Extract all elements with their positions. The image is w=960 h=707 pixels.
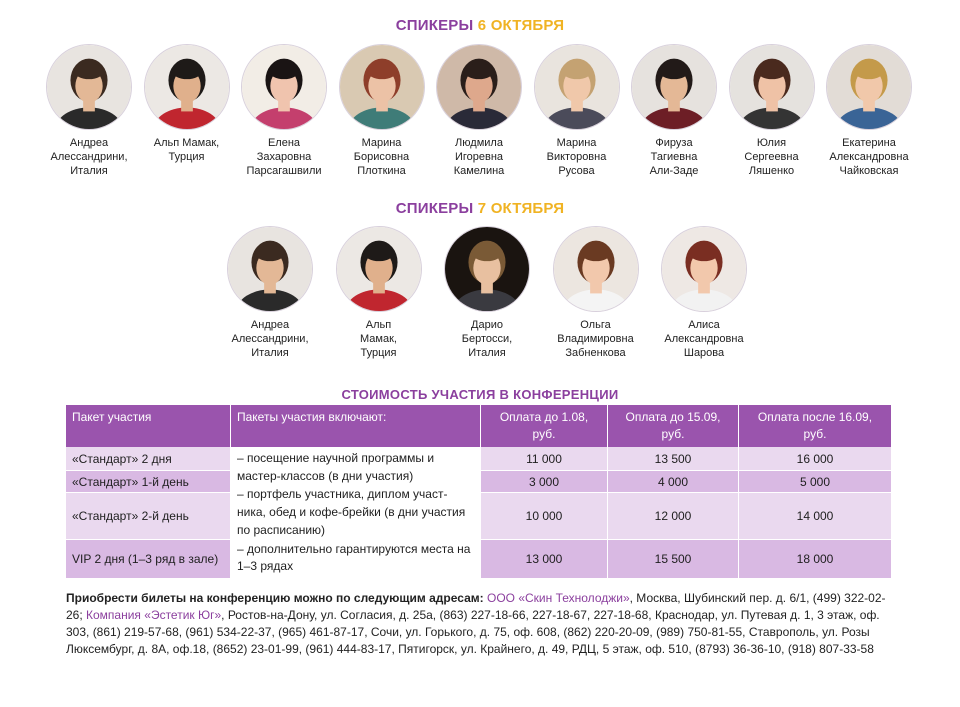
speaker-name: Марина Борисовна Плоткина	[353, 137, 410, 177]
package-name: «Стандарт» 2 дня	[66, 447, 231, 471]
price-cell: 4 000	[608, 471, 739, 493]
package-includes: – посещение научной программы и мастер-классов (в дни участия) – портфель участника, диплом участ-ника, обед и кофе-брейки (в дни участия по расписанию)	[231, 447, 481, 540]
package-name: «Стандарт» 1-й день	[66, 471, 231, 493]
package-includes-vip: – дополнительно гарантируются места на 1–3 рядах	[231, 540, 481, 579]
speaker-photo	[227, 226, 313, 312]
speaker-card	[649, 226, 759, 360]
speaker-card	[522, 44, 632, 178]
price-cell: 13 000	[481, 540, 608, 579]
addresses-lead: Приобрести билеты на конференцию можно по следующим адресам:	[66, 591, 484, 605]
speaker-name: Людмила Игоревна Камелина	[453, 137, 505, 177]
pricing-table	[66, 405, 892, 579]
speaker-photo	[553, 226, 639, 312]
title-part-a: СПИКЕРЫ	[395, 17, 474, 34]
ticket-addresses	[66, 590, 896, 658]
speaker-card	[327, 44, 437, 178]
speaker-name: Альп Мамак, Турция	[360, 319, 397, 359]
header-price-2: Оплата до 15.09, руб.	[608, 405, 739, 447]
speaker-card	[34, 44, 144, 178]
speaker-card	[717, 44, 827, 178]
speaker-photo	[534, 44, 620, 130]
speaker-photo	[241, 44, 327, 130]
speaker-name: Андреа Алессандрини, Италия	[50, 137, 128, 177]
speaker-card	[324, 226, 434, 360]
price-cell: 13 500	[608, 447, 739, 471]
speaker-photo	[336, 226, 422, 312]
price-cell: 18 000	[739, 540, 892, 579]
speaker-name: Марина Викторовна Русова	[546, 137, 607, 177]
speaker-photo	[826, 44, 912, 130]
speaker-card	[215, 226, 325, 360]
header-price-1: Оплата до 1.08, руб.	[481, 405, 608, 447]
header-package: Пакет участия	[66, 405, 231, 447]
table-row	[66, 447, 892, 471]
speaker-card	[619, 44, 729, 178]
title-date: 7 ОКТЯБРЯ	[477, 200, 565, 217]
speaker-photo	[46, 44, 132, 130]
speaker-card	[229, 44, 339, 178]
speaker-name: Альп Мамак, Турция	[153, 137, 220, 163]
speaker-name: Елена Захаровна Парсагашвили	[246, 137, 322, 177]
pricing-header-row	[66, 405, 892, 447]
title-part-a: СПИКЕРЫ	[395, 200, 474, 217]
speaker-photo	[631, 44, 717, 130]
speakers-day1-title	[0, 17, 960, 34]
header-includes: Пакеты участия включают:	[231, 405, 481, 447]
title-date: 6 ОКТЯБРЯ	[477, 17, 565, 34]
address-text: , Ростов-на-Дону, ул. Согласия, д. 25а, (863) 227-18-66, 227-18-67, 227-18-68, Краснодар, ул. Путевая д. 1, 3 этаж, оф. 303, (861) 219-57-68, (961) 534-22-37, (965) 461-87-17, Сочи, ул. Горького, д. 75, оф. 608, (862) 220-20-09, (989) 750-81-55, Ставрополь, ул. Розы Люксембург, д. 8А, оф.18, (8652) 23-01-99, (961) 444-83-17, Пятигорск, ул. Крайнего, д. 49, РДЦ, 5 этаж, оф. 510, (8793) 36-36-10, (918) 807-33-58	[66, 608, 880, 656]
address-text: , Москва, Шубинский пер. д. 6/1, (499) 322-02-26;	[66, 591, 886, 622]
speaker-photo	[444, 226, 530, 312]
speaker-card	[432, 226, 542, 360]
price-cell: 15 500	[608, 540, 739, 579]
price-cell: 11 000	[481, 447, 608, 471]
speaker-name: Алиса Александровна Шарова	[664, 319, 744, 359]
speaker-name: Фируза Тагиевна Али-Заде	[649, 137, 699, 177]
speaker-card	[424, 44, 534, 178]
header-price-3: Оплата после 16.09, руб.	[739, 405, 892, 447]
speaker-card	[541, 226, 651, 360]
pricing-title: СТОИМОСТЬ УЧАСТИЯ В КОНФЕРЕНЦИИ	[341, 387, 619, 402]
speaker-card	[814, 44, 924, 178]
price-cell: 12 000	[608, 493, 739, 540]
speaker-card	[132, 44, 242, 164]
company-link-skin-technology[interactable]: ООО «Скин Технолоджи»	[486, 591, 630, 605]
speaker-photo	[729, 44, 815, 130]
speakers-day2-title	[0, 200, 960, 217]
price-cell: 14 000	[739, 493, 892, 540]
table-row	[66, 540, 892, 579]
speaker-photo	[144, 44, 230, 130]
package-name: «Стандарт» 2-й день	[66, 493, 231, 540]
speaker-name: Дарио Бертосси, Италия	[461, 319, 513, 359]
speaker-name: Екатерина Александровна Чайковская	[829, 137, 909, 177]
package-name: VIP 2 дня (1–3 ряд в зале)	[66, 540, 231, 579]
company-link-estetik-yug[interactable]: Компания «Эстетик Юг»	[86, 608, 222, 622]
price-cell: 3 000	[481, 471, 608, 493]
speaker-photo	[661, 226, 747, 312]
speaker-photo	[339, 44, 425, 130]
speaker-name: Юлия Сергеевна Ляшенко	[744, 137, 799, 177]
speaker-name: Андреа Алессандрини, Италия	[231, 319, 309, 359]
speaker-name: Ольга Владимировна Забненкова	[557, 319, 634, 359]
price-cell: 5 000	[739, 471, 892, 493]
price-cell: 16 000	[739, 447, 892, 471]
price-cell: 10 000	[481, 493, 608, 540]
speaker-photo	[436, 44, 522, 130]
